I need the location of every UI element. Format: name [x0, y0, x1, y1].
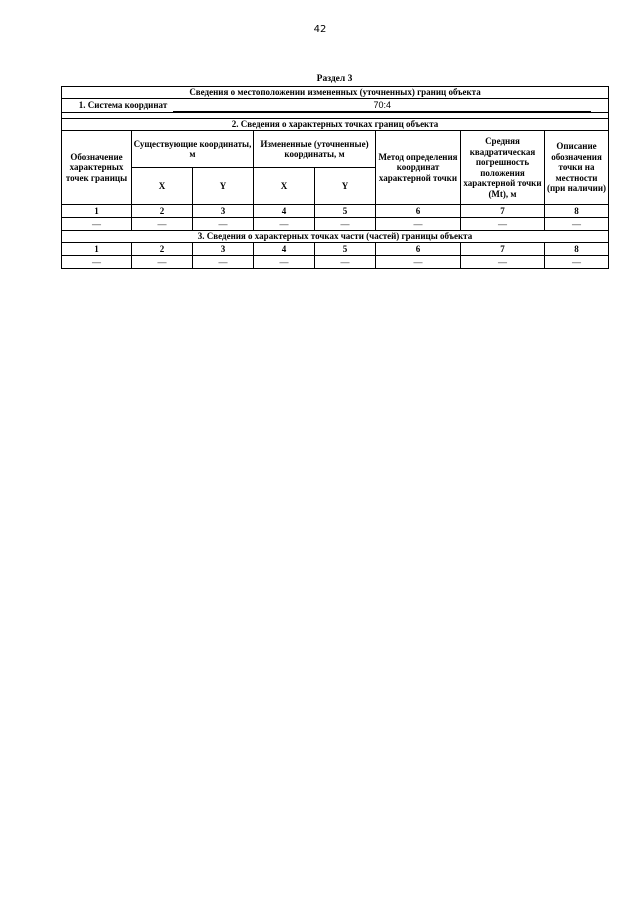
- column-number-row: [62, 205, 609, 218]
- dash-cell: —: [461, 256, 545, 269]
- column-number: 5: [315, 205, 376, 218]
- header-designation: Обозначение характерных точек границы: [62, 131, 132, 205]
- dash-cell: —: [254, 256, 315, 269]
- column-number-row: [62, 243, 609, 256]
- table-row: [62, 256, 609, 269]
- section-title: Раздел 3: [316, 74, 353, 84]
- column-number: 6: [376, 243, 461, 256]
- coord-system-value: 70:4: [173, 100, 591, 112]
- dash-cell: —: [376, 256, 461, 269]
- table-title: Сведения о местоположении измененных (уточненных) границ объекта: [62, 87, 609, 99]
- column-number: 1: [62, 243, 132, 256]
- column-number: 3: [193, 243, 254, 256]
- dash-cell: —: [132, 256, 193, 269]
- dash-cell: —: [193, 218, 254, 231]
- column-number: 6: [376, 205, 461, 218]
- header-existing-y: Y: [193, 168, 254, 205]
- header-changed-x: X: [254, 168, 315, 205]
- column-number: 7: [461, 243, 545, 256]
- page-number: 42: [313, 24, 327, 35]
- dash-cell: —: [545, 256, 609, 269]
- column-number: 2: [132, 205, 193, 218]
- header-mean-error: Средняя квадратическая погрешность положения характерной точки (Mt), м: [461, 131, 545, 205]
- header-existing-coords: Существующие координаты, м: [132, 131, 254, 168]
- column-number: 2: [132, 243, 193, 256]
- column-number: 7: [461, 205, 545, 218]
- header-description: Описание обозначения точки на местности (при наличии): [545, 131, 609, 205]
- column-number: 3: [193, 205, 254, 218]
- header-changed-y: Y: [315, 168, 376, 205]
- column-number: 5: [315, 243, 376, 256]
- column-number: 8: [545, 243, 609, 256]
- coord-system-row: [62, 99, 609, 113]
- dash-cell: —: [315, 218, 376, 231]
- boundary-table: [61, 86, 609, 269]
- column-number: 8: [545, 205, 609, 218]
- column-number: 4: [254, 243, 315, 256]
- header-existing-x: X: [132, 168, 193, 205]
- dash-cell: —: [254, 218, 315, 231]
- header-changed-coords: Измененные (уточненные) координаты, м: [254, 131, 376, 168]
- dash-cell: —: [132, 218, 193, 231]
- table-row: [62, 218, 609, 231]
- dash-cell: —: [315, 256, 376, 269]
- subsection2-title: 2. Сведения о характерных точках границ объекта: [62, 119, 609, 131]
- header-method: Метод определения координат характерной точки: [376, 131, 461, 205]
- dash-cell: —: [62, 218, 132, 231]
- coord-system-label: 1. Система координат: [78, 99, 168, 110]
- dash-cell: —: [461, 218, 545, 231]
- column-number: 1: [62, 205, 132, 218]
- dash-cell: —: [376, 218, 461, 231]
- dash-cell: —: [193, 256, 254, 269]
- column-number: 4: [254, 205, 315, 218]
- subsection3-title: 3. Сведения о характерных точках части (частей) границы объекта: [62, 231, 609, 243]
- dash-cell: —: [545, 218, 609, 231]
- dash-cell: —: [62, 256, 132, 269]
